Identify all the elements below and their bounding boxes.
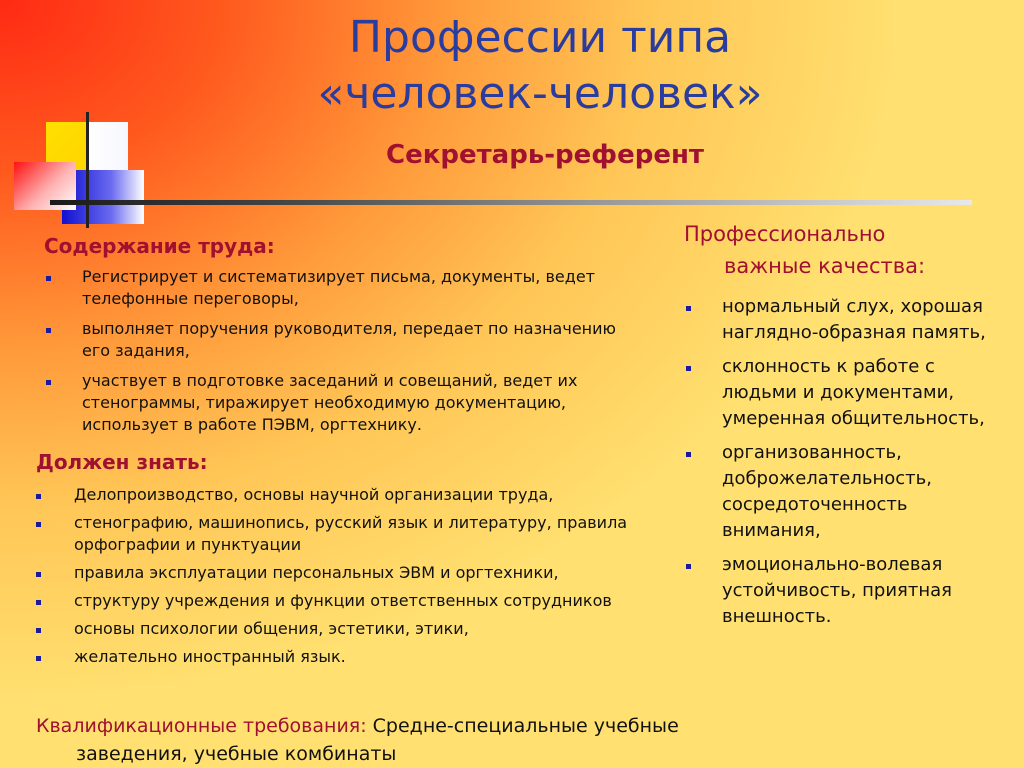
list-item: нормальный слух, хорошая наглядно-образная память, [684, 294, 1004, 346]
qualities-heading-line-1: Профессионально [684, 222, 886, 246]
qualities-heading [684, 218, 984, 282]
list-item: структуру учреждения и функции ответственных сотрудников [34, 590, 654, 612]
content-heading: Содержание труда: [44, 234, 275, 258]
list-item: стенографию, машинопись, русский язык и литературу, правила орфографии и пунктуации [34, 512, 654, 556]
list-item: основы психологии общения, эстетики, этики, [34, 618, 654, 640]
must-know-list [34, 484, 654, 674]
qualities-heading-line-2: важные качества: [724, 254, 926, 278]
list-item: участвует в подготовке заседаний и совещаний, ведет их стенограммы, тиражирует необходимую документацию, использует в работе ПЭВМ, оргтехнику. [44, 370, 644, 436]
requirements-value-line-2: заведения, учебные комбинаты [76, 743, 397, 765]
list-item: правила эксплуатации персональных ЭВМ и оргтехники, [34, 562, 654, 584]
title-line-2: «человек-человек» [317, 68, 763, 119]
list-item: склонность к работе с людьми и документами, умеренная общительность, [684, 354, 1004, 432]
decor-white-square [88, 122, 128, 170]
decor-vertical-line [86, 112, 89, 228]
requirements [36, 712, 796, 768]
decor-horizontal-rule [50, 200, 972, 205]
must-know-heading: Должен знать: [36, 450, 208, 474]
slide-subtitle: Секретарь-референт [385, 140, 705, 170]
list-item: Регистрирует и систематизирует письма, документы, ведет телефонные переговоры, [44, 266, 644, 310]
content-list [44, 266, 644, 444]
slide-title [230, 10, 850, 122]
qualities-list [684, 294, 1004, 638]
requirements-label: Квалификационные требования: [36, 715, 367, 737]
list-item: эмоционально-волевая устойчивость, приятная внешность. [684, 552, 1004, 630]
list-item: Делопроизводство, основы научной организации труда, [34, 484, 654, 506]
list-item: организованность, доброжелательность, сосредоточенность внимания, [684, 440, 1004, 544]
list-item: желательно иностранный язык. [34, 646, 654, 668]
requirements-value-line-1: Средне-специальные учебные [366, 715, 679, 737]
title-line-1: Профессии типа [348, 12, 732, 63]
list-item: выполняет поручения руководителя, передает по назначению его задания, [44, 318, 644, 362]
